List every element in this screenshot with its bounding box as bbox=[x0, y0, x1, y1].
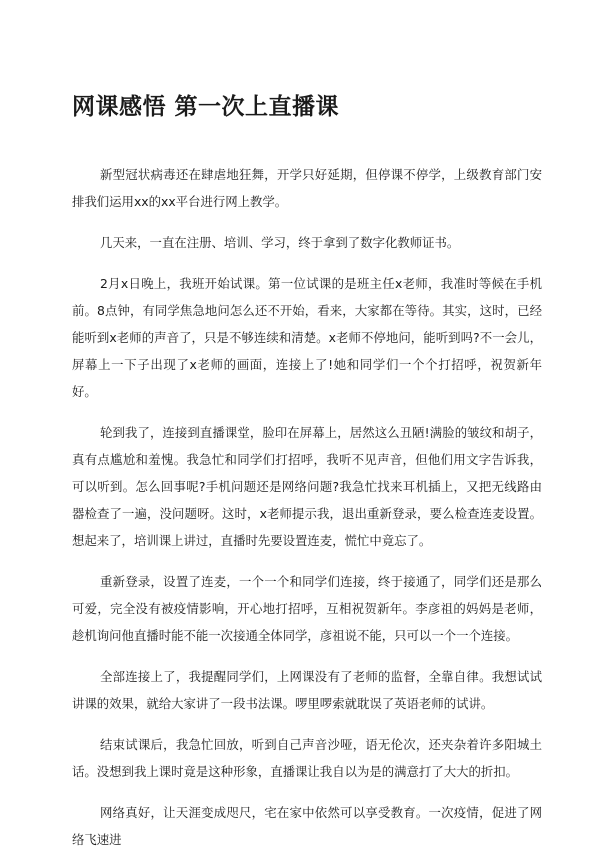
paragraph: 重新登录，设置了连麦，一个一个和同学们连接，终于接通了，同学们还是那么可爱，完全没有被疫情影响，开心地打招呼，互相祝贺新年。李彦祖的妈妈是老师，趁机询问他直播时能不能一次接通全体同学，彦祖说不能，只可以一个一个连接。 bbox=[72, 574, 542, 643]
paragraph: 结束试课后，我急忙回放，听到自己声音沙哑，语无伦次，还夹杂着许多阳城土话。没想到我上课时竟是这种形象，直播课让我自以为是的满意打了大大的折扣。 bbox=[72, 737, 542, 779]
paragraph: 新型冠状病毒还在肆虐地狂舞，开学只好延期，但停课不停学，上级教育部门安排我们运用xx的xx平台进行网上教学。 bbox=[72, 167, 542, 209]
paragraph: 2月x日晚上，我班开始试课。第一位试课的是班主任x老师，我准时等候在手机前。8点钟，有同学焦急地问怎么还不开始，看来，大家都在等待。其实，这时，已经能听到x老师的声音了，只是不够连续和清楚。x老师不停地问，能听到吗?不一会儿，屏幕上一下子出现了x老师的画面，连接上了!她和同学们一个个打招呼，祝贺新年好。 bbox=[72, 276, 542, 399]
paragraph: 网络真好，让天涯变成咫尺，宅在家中依然可以享受教育。一次疫情，促进了网络飞速进 bbox=[72, 805, 542, 847]
document-title: 网课感悟 第一次上直播课 bbox=[72, 93, 340, 120]
paragraph: 轮到我了，连接到直播课堂，脸印在屏幕上，居然这么丑陋!满脸的皱纹和胡子，真有点尴尬和羞愧。我急忙和同学们打招呼，我听不见声音，但他们用文字告诉我，可以听到。怎么回事呢?手机问题还是网络问题?我急忙找来耳机插上，又把无线路由器检查了一遍，没问题呀。这时，x老师提示我，退出重新登录，要么检查连麦设置。想起来了，培训课上讲过，直播时先要设置连麦，慌忙中竟忘了。 bbox=[72, 425, 542, 548]
paragraph: 全部连接上了，我提醒同学们，上网课没有了老师的监督，全靠自律。我想试试讲课的效果，就给大家讲了一段书法课。啰里啰索就耽误了英语老师的试讲。 bbox=[72, 669, 542, 711]
paragraph: 几天来，一直在注册、培训、学习，终于拿到了数字化教师证书。 bbox=[100, 235, 460, 250]
